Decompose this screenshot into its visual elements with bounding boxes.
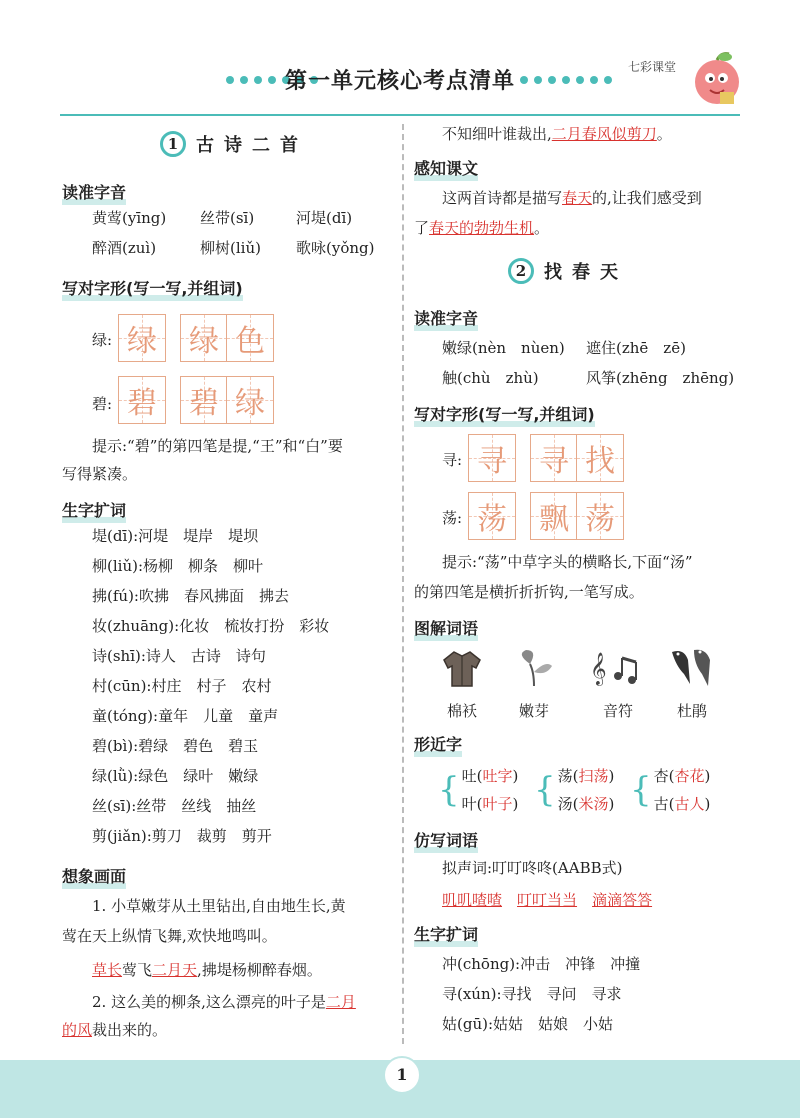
- brace-icon: {: [438, 770, 460, 810]
- expand-item: 绿(lǜ):绿色 绿叶 嫩绿: [92, 767, 259, 785]
- expand-item: 拂(fú):吹拂 春风拂面 拂去: [92, 587, 289, 605]
- tip-text: 提示:“荡”中草字头的横略长,下面“汤”: [442, 553, 693, 571]
- imagine-text: 的风裁出来的。: [62, 1021, 168, 1039]
- writing-char-label: 荡:: [442, 509, 463, 527]
- expand-item: 柳(liǔ):杨柳 柳条 柳叶: [92, 557, 264, 575]
- cuckoo-birds-icon: [668, 644, 716, 690]
- pinyin-item: 触(chù zhù): [442, 369, 539, 387]
- expand-list: [92, 526, 329, 856]
- pinyin-item: 遮住(zhē zē): [586, 339, 686, 357]
- expand-item: 诗(shī):诗人 古诗 诗句: [92, 647, 266, 665]
- imagine-answer-line: 草长莺飞二月天,拂堤杨柳醉春烟。: [92, 961, 322, 979]
- section-heading: 写对字形(写一写,并组词): [414, 402, 595, 425]
- poem-line: 不知细叶谁裁出,二月春风似剪刀。: [442, 125, 672, 143]
- expand-item: 妆(zhuāng):化妆 梳妆打扮 彩妆: [92, 617, 330, 635]
- writing-grid-box: 碧: [118, 376, 166, 424]
- brand-name: 七彩课堂: [628, 60, 677, 74]
- writing-grid-box: 绿: [180, 314, 228, 362]
- similar-group: { 吐(吐字) 叶(叶子): [438, 767, 519, 813]
- answer-blank: 二月天: [152, 961, 198, 979]
- pinyin-item: 醉酒(zuì): [92, 239, 157, 257]
- lesson-1-header: [160, 131, 308, 157]
- similar-group: { 杏(杏花) 古(古人): [630, 767, 711, 813]
- pinyin-item: 丝带(sī): [200, 209, 255, 227]
- lesson-number: 1: [160, 131, 186, 157]
- expand-item: 堤(dī):河堤 堤岸 堤坝: [92, 527, 259, 545]
- brace-icon: {: [630, 770, 652, 810]
- pinyin-item: 风筝(zhēng zhēng): [586, 369, 735, 387]
- tip-text: 提示:“碧”的第四笔是提,“王”和“白”要: [92, 437, 343, 455]
- section-heading: 读准字音: [414, 306, 478, 329]
- answer-blank: 草长: [92, 961, 123, 979]
- page-number: 1: [383, 1056, 421, 1094]
- answer-blank: 春天: [562, 189, 593, 207]
- writing-grid-box: 色: [226, 314, 274, 362]
- writing-char-label: 碧:: [92, 395, 113, 413]
- pinyin-item: 柳树(liǔ): [200, 239, 261, 257]
- answer-blank: 二月: [325, 993, 356, 1011]
- column-divider: [402, 124, 404, 1044]
- pinyin-item: 河堤(dī): [296, 209, 353, 227]
- apple-mascot-icon: [690, 50, 744, 108]
- writing-char-label: 寻:: [442, 451, 463, 469]
- section-heading: 图解词语: [414, 616, 478, 639]
- header-dots-right: [520, 76, 612, 84]
- perceive-text: 这两首诗都是描写春天的,让我们感受到: [442, 189, 702, 207]
- picture-label: 杜鹃: [676, 702, 707, 720]
- similar-group: { 荡(扫荡) 汤(米汤): [534, 767, 615, 813]
- expand-item: 冲(chōng):冲击 冲锋 冲撞: [442, 955, 641, 973]
- page-title: 第一单元核心考点清单: [284, 69, 515, 94]
- expand-item: 寻(xún):寻找 寻问 寻求: [442, 985, 622, 1003]
- tip-text: 写得紧凑。: [62, 465, 138, 483]
- brace-icon: {: [534, 770, 556, 810]
- writing-grid-box: 找: [576, 434, 624, 482]
- section-heading: 生字扩词: [62, 498, 126, 521]
- picture-label: 棉袄: [446, 702, 477, 720]
- expand-item: 丝(sī):丝带 丝线 抽丝: [92, 797, 257, 815]
- writing-grid-box: 荡: [576, 492, 624, 540]
- writing-grid-box: 荡: [468, 492, 516, 540]
- expand-item: 童(tóng):童年 儿童 童声: [92, 707, 279, 725]
- pinyin-item: 歌咏(yǒng): [296, 239, 375, 257]
- pinyin-item: 嫩绿(nèn nùen): [442, 339, 565, 357]
- writing-grid-box: 碧: [180, 376, 228, 424]
- imagine-text: 1. 小草嫩芽从土里钻出,自由地生长,黄: [92, 897, 346, 915]
- expand-item: 姑(gū):姑姑 姑娘 小姑: [442, 1015, 614, 1033]
- picture-label: 音符: [602, 702, 633, 720]
- header-rule: [60, 114, 740, 116]
- writing-grid-box: 绿: [118, 314, 166, 362]
- imitate-text: 拟声词:叮叮咚咚(AABB式): [442, 859, 623, 877]
- perceive-text: 了春天的勃勃生机。: [414, 219, 550, 237]
- answer-blank: 的风: [62, 1021, 93, 1039]
- answer-blank: 二月春风似剪刀: [551, 125, 657, 143]
- section-heading: 读准字音: [62, 180, 126, 203]
- svg-text:𝄞: 𝄞: [590, 652, 607, 685]
- lesson-title: 古诗二首: [196, 135, 308, 156]
- expand-item: 剪(jiǎn):剪刀 裁剪 剪开: [92, 827, 272, 845]
- section-heading: 仿写词语: [414, 828, 478, 851]
- writing-grid-box: 绿: [226, 376, 274, 424]
- expand-list: [442, 954, 640, 1044]
- expand-item: 碧(bì):碧绿 碧色 碧玉: [92, 737, 259, 755]
- lesson-2-header: [508, 258, 628, 284]
- lesson-number: 2: [508, 258, 534, 284]
- section-heading: 写对字形(写一写,并组词): [62, 276, 243, 299]
- music-notes-icon: [588, 648, 648, 688]
- sprout-icon: [512, 648, 556, 688]
- imitate-answer: 叽叽喳喳 叮叮当当 滴滴答答: [442, 891, 653, 909]
- section-heading: 形近字: [414, 732, 462, 755]
- pinyin-item: 黄莺(yīng): [92, 209, 167, 227]
- tip-text: 的第四笔是横折折折钩,一笔写成。: [414, 583, 644, 601]
- section-heading: 感知课文: [414, 156, 478, 179]
- writing-grid-box: 飘: [530, 492, 578, 540]
- section-heading: 想象画面: [62, 864, 126, 887]
- picture-label: 嫩芽: [518, 702, 549, 720]
- jacket-icon: [440, 648, 484, 688]
- expand-item: 村(cūn):村庄 村子 农村: [92, 677, 272, 695]
- writing-grid-box: 寻: [468, 434, 516, 482]
- lesson-title: 找春天: [544, 262, 628, 283]
- writing-grid-box: 寻: [530, 434, 578, 482]
- answer-blank: 春天的勃勃生机: [429, 219, 535, 237]
- imagine-text: 莺在天上纵情飞舞,欢快地鸣叫。: [62, 927, 277, 945]
- imagine-text: 2. 这么美的柳条,这么漂亮的叶子是二月: [92, 993, 356, 1011]
- section-heading: 生字扩词: [414, 922, 478, 945]
- writing-char-label: 绿:: [92, 331, 113, 349]
